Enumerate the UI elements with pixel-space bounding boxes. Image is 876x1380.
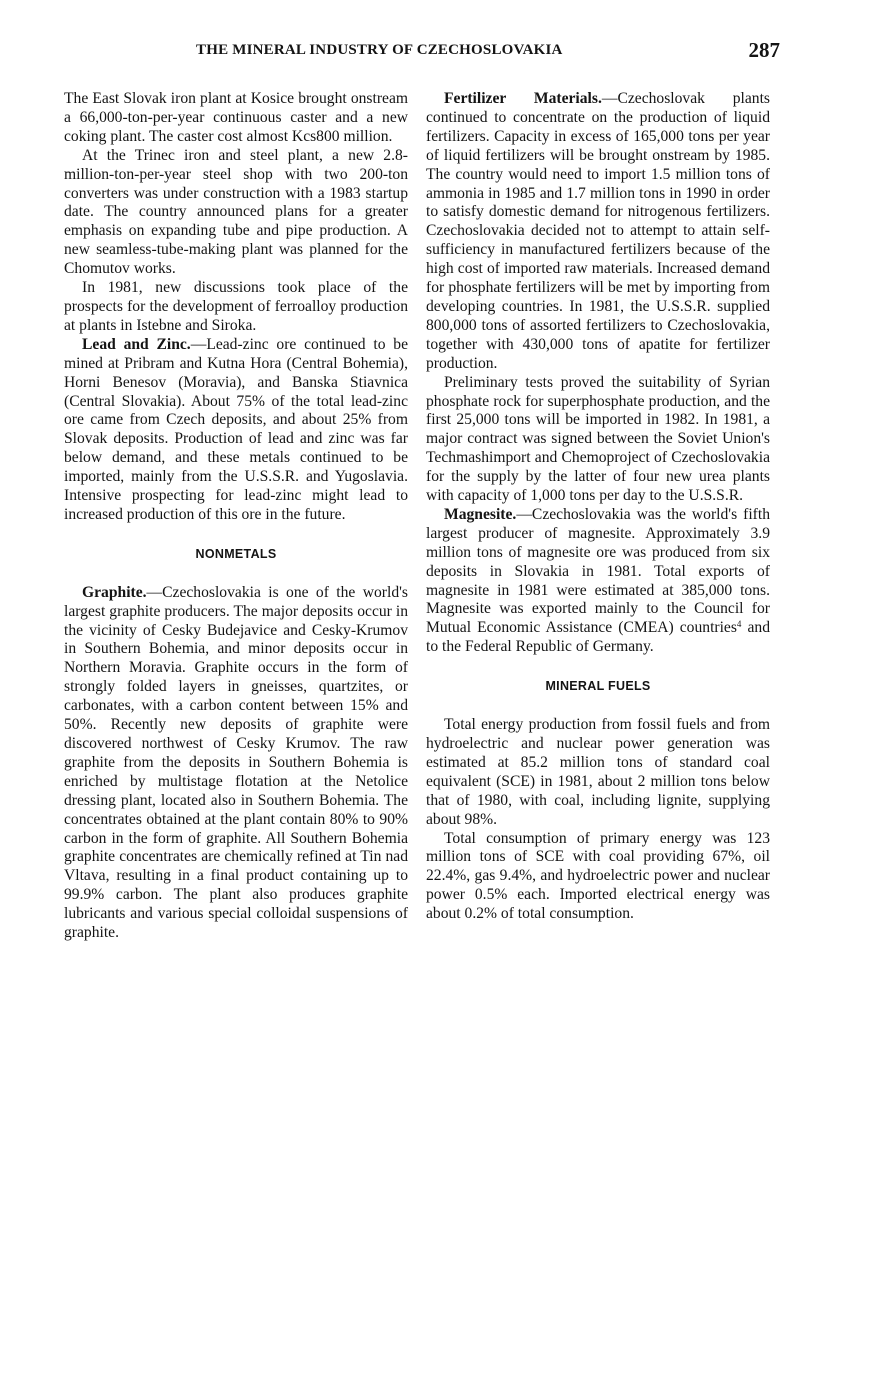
paragraph-graphite (64, 584, 408, 943)
paragraph-fertilizer (426, 90, 770, 374)
lead-zinc-heading: Lead and Zinc. (82, 335, 191, 353)
paragraph-lead-zinc (64, 336, 408, 525)
footnote-marker: 4 (736, 619, 742, 630)
page-number: 287 (748, 38, 780, 62)
paragraph-magnesite (426, 506, 770, 657)
page-header (64, 38, 780, 68)
paragraph-kosice: The East Slovak iron plant at Kosice brought onstream a 66,000-ton-per-year continuous caster and a new coking plant. The caster cost almost Kcs800 million. (64, 90, 408, 145)
fertilizer-text: —Czechoslovak plants continued to concentrate on the production of liquid fertilizers. Capacity in excess of 165,000 tons per year of liquid fertilizers will be brought onstream by 1985. The country would need to import 1.5 million tons of ammonia in 1985 and 1.7 million tons in 1990 in order to satisfy domestic demand for nitrogenous fertilizers. Czechoslovakia decided not to attempt to attain self-sufficiency in manufactured fertilizers because of the high cost of imported raw materials. Increased demand for phosphate fertilizers will be met by importing from developing countries. In 1981, the U.S.S.R. supplied 800,000 tons of assorted fertilizers to Czechoslovakia, together with 430,000 tons of apatite for fertilizer production. (426, 90, 771, 372)
paragraph-ferroalloy: In 1981, new discussions took place of the prospects for the development of ferroalloy production at plants in Istebne and Siroka. (64, 279, 408, 334)
right-column (426, 90, 770, 924)
running-head: THE MINERAL INDUSTRY OF CZECHOSLOVAKIA (196, 42, 563, 58)
fertilizer-heading: Fertilizer Materials. (444, 90, 602, 107)
graphite-text: —Czechoslovakia is one of the world's largest graphite producers. The major deposits occur in the vicinity of Cesky Budejavice and Cesky-Krumov in Southern Bohemia, and minor deposits occur in Northern Moravia. Graphite occurs in the form of strongly folded layers in gneisses, quartzites, or carbonates, with a carbon content between 15% and 50%. Recently new deposits of graphite were discovered northwest of Cesky Krumov. The raw graphite from the deposits in Southern Bohemia is enriched by multistage flotation at the Netolice dressing plant, located also in Southern Bohemia. The concentrates obtained at the plant contain 80% to 90% carbon in the form of graphite. All Southern Bohemia graphite concentrates are chemically refined at Tin nad Vltava, resulting in a final product containing up to 99.9% carbon. The plant also produces graphite lubricants and various special colloidal suspensions of graphite. (64, 583, 408, 942)
paragraph-trinec: At the Trinec iron and steel plant, a new 2.8-million-ton-per-year steel shop with two 200-ton converters was under construction with a 1983 startup date. The country announced plans for a greater emphasis on expanding tube and pipe production. A new seamless-tube-making plant was planned for the Chomutov works. (64, 146, 408, 278)
magnesite-text-a: —Czechoslovakia was the world's fifth largest producer of magnesite. Approximately 3.9 million tons of magnesite ore was produced from six deposits in Slovakia in 1981. Total exports of magnesite in 1981 were estimated at 385,000 tons. Magnesite was exported mainly to the Council for Mutual Economic Assistance (CMEA) countries (426, 505, 770, 637)
lead-zinc-text: —Lead-zinc ore continued to be mined at Pribram and Kutna Hora (Central Bohemia), Horni Benesov (Moravia), and Banska Stiavnica (Central Slovakia). About 75% of the total lead-zinc ore came from Czech deposits, and about 25% from Slovak deposits. Production of lead and zinc was far below demand, and these metals continued to be imported, mainly from the U.S.S.R. and Yugoslavia. Intensive prospecting for lead-zinc might lead to increased production of this ore in the future. (64, 335, 408, 523)
magnesite-heading: Magnesite. (444, 505, 517, 523)
paragraph-energy-consumption: Total consumption of primary energy was 123 million tons of SCE with coal providing 67%, oil 22.4%, gas 9.4%, and hydroelectric power and nuclear power 0.5% each. Imported electrical energy was about 0.2% of total consumption. (426, 829, 770, 923)
paragraph-energy-production: Total energy production from fossil fuels and from hydroelectric and nuclear power generation was estimated at 85.2 million tons of standard coal equivalent (SCE) in 1981, about 2 million tons below that of 1980, with coal, including lignite, supplying about 98%. (426, 716, 770, 828)
nonmetals-heading: NONMETALS (195, 546, 277, 561)
graphite-heading: Graphite. (82, 583, 147, 601)
magnesite-text-b: and to the Federal Republic of Germany. (426, 619, 770, 656)
paragraph-syrian-phosphate: Preliminary tests proved the suitability of Syrian phosphate rock for superphosphate production, and the first 25,000 tons will be imported in 1982. In 1981, a major contract was signed between the Soviet Union's Techmashimport and Chemoproject of Czechoslovakia for the supply by the latter of four new urea plants with capacity of 1,000 tons per day to the U.S.S.R. (426, 373, 770, 505)
mineral-fuels-heading: MINERAL FUELS (545, 679, 651, 694)
left-column (64, 90, 408, 943)
